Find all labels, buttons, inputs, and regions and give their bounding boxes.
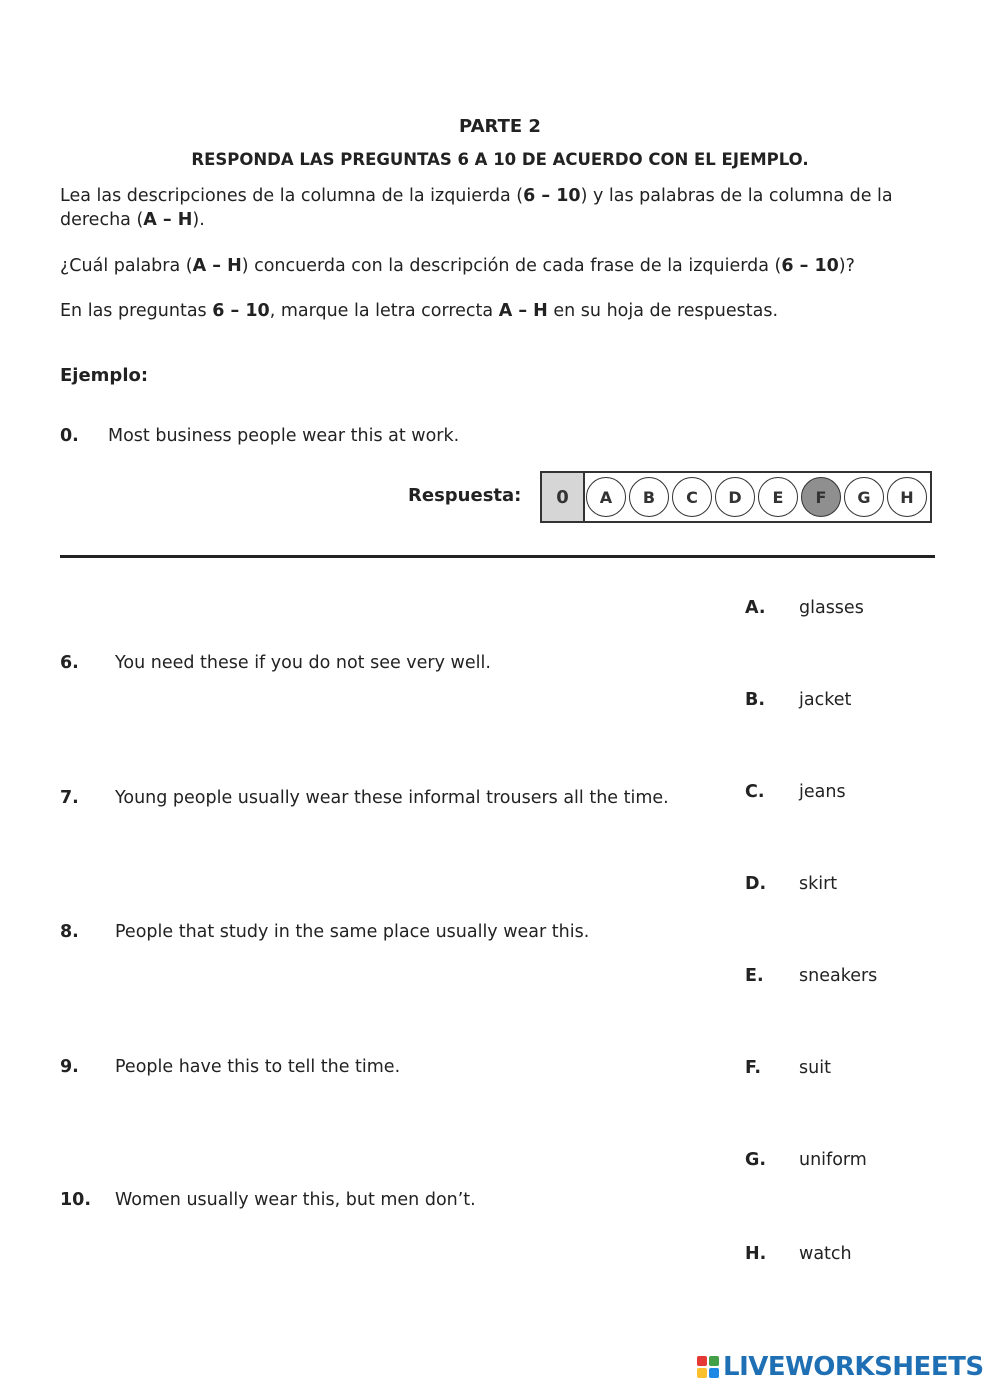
logo-square xyxy=(697,1368,707,1378)
answer-bubble-e: E xyxy=(758,477,798,517)
question-text: Women usually wear this, but men don’t. xyxy=(115,1190,476,1210)
instructions-paragraph-2 xyxy=(60,254,950,278)
instr-text: , marque la letra correcta xyxy=(269,301,499,321)
instr-text: ) y las palabras de la columna de la derecha ( xyxy=(60,186,893,230)
logo-icon xyxy=(697,1356,719,1378)
instr-bold: 6 – 10 xyxy=(781,256,839,276)
option-letter: H. xyxy=(745,1244,767,1264)
question-text: Young people usually wear these informal trousers all the time. xyxy=(115,788,669,808)
question-text: People that study in the same place usually wear this. xyxy=(115,922,590,942)
instr-text: En las preguntas xyxy=(60,301,213,321)
instructions-paragraph-1 xyxy=(60,184,950,232)
page-subtitle: RESPONDA LAS PREGUNTAS 6 A 10 DE ACUERDO CON EL EJEMPLO. xyxy=(191,150,809,169)
instr-bold: A – H xyxy=(143,210,193,230)
question-text: People have this to tell the time. xyxy=(115,1057,401,1077)
logo-square xyxy=(697,1356,707,1366)
example-answer-box xyxy=(540,471,932,523)
question-number: 7. xyxy=(60,788,79,808)
option-word: glasses xyxy=(799,598,864,618)
instr-bold: 6 – 10 xyxy=(212,301,270,321)
logo-square xyxy=(709,1368,719,1378)
question-number: 6. xyxy=(60,653,79,673)
answer-number: 0 xyxy=(542,473,585,521)
example-label: Ejemplo: xyxy=(60,365,149,386)
answer-bubbles xyxy=(585,473,930,521)
option-word: jacket xyxy=(799,690,852,710)
option-letter: B. xyxy=(745,690,765,710)
option-letter: G. xyxy=(745,1150,767,1170)
answer-bubble-c: C xyxy=(672,477,712,517)
instr-text: Lea las descripciones de la columna de la izquierda ( xyxy=(60,186,524,206)
page-title: PARTE 2 xyxy=(459,116,541,137)
option-word: watch xyxy=(799,1244,852,1264)
answer-bubble-h: H xyxy=(887,477,927,517)
question-number: 9. xyxy=(60,1057,79,1077)
instr-text: ) concuerda con la descripción de cada frase de la izquierda ( xyxy=(241,256,782,276)
answer-bubble-d: D xyxy=(715,477,755,517)
example-number: 0. xyxy=(60,426,79,446)
option-letter: E. xyxy=(745,966,764,986)
question-number: 10. xyxy=(60,1190,92,1210)
divider xyxy=(60,555,935,558)
option-letter: C. xyxy=(745,782,765,802)
instr-bold: A – H xyxy=(498,301,548,321)
instr-text: ). xyxy=(192,210,205,230)
answer-bubble-a: A xyxy=(586,477,626,517)
instr-text: ¿Cuál palabra ( xyxy=(60,256,193,276)
option-word: skirt xyxy=(799,874,838,894)
instr-bold: A – H xyxy=(192,256,242,276)
example-text: Most business people wear this at work. xyxy=(108,426,460,446)
option-word: suit xyxy=(799,1058,831,1078)
instructions-paragraph-3 xyxy=(60,299,950,323)
logo-text: LIVEWORKSHEETS xyxy=(723,1352,984,1382)
answer-bubble-b: B xyxy=(629,477,669,517)
option-letter: D. xyxy=(745,874,767,894)
logo-square xyxy=(709,1356,719,1366)
option-word: uniform xyxy=(799,1150,867,1170)
instr-text: )? xyxy=(838,256,855,276)
instr-text: en su hoja de respuestas. xyxy=(547,301,779,321)
option-letter: A. xyxy=(745,598,766,618)
liveworksheets-logo xyxy=(697,1352,984,1382)
option-word: sneakers xyxy=(799,966,878,986)
question-text: You need these if you do not see very well. xyxy=(115,653,491,673)
option-letter: F. xyxy=(745,1058,762,1078)
answer-bubble-g: G xyxy=(844,477,884,517)
instr-bold: 6 – 10 xyxy=(523,186,581,206)
answer-bubble-f: F xyxy=(801,477,841,517)
answer-label: Respuesta: xyxy=(408,485,522,506)
question-number: 8. xyxy=(60,922,79,942)
option-word: jeans xyxy=(799,782,846,802)
